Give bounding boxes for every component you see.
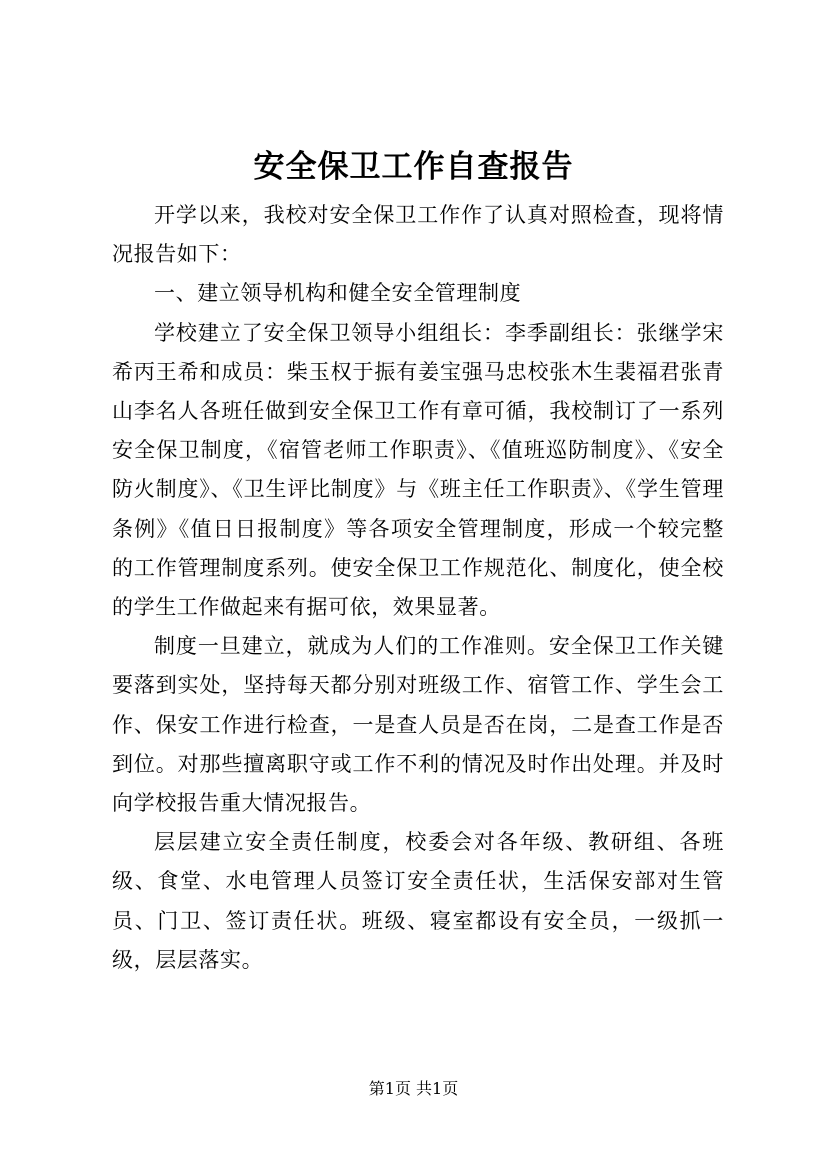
page-footer [0,1079,827,1099]
document-body [112,196,724,980]
intro-paragraph: 开学以来，我校对安全保卫工作作了认真对照检查，现将情况报告如下： [112,203,724,267]
body-paragraph: 学校建立了安全保卫领导小组组长：李季副组长：张继学宋希丙王希和成员：柴玉权于振有姜宝强马忠校张木生裴福君张青山李名人各班任做到安全保卫工作有章可循，我校制订了一系列安全保卫制度，《宿管老师工作职责》、《值班巡防制度》、《安全防火制度》、《卫生评比制度》与《班主任工作职责》、《学生管理条例》《值日日报制度》等各项安全管理制度，形成一个较完整的工作管理制度系列。使安全保卫工作规范化、制度化，使全校的学生工作做起来有据可依，效果显著。 [112,320,724,620]
page-number-label: 第1页 共1页 [368,1079,459,1098]
document-title: 安全保卫工作自查报告 [253,149,574,185]
body-paragraph: 制度一旦建立，就成为人们的工作准则。安全保卫工作关键要落到实处，坚持每天都分别对班级工作、宿管工作、学生会工作、保安工作进行检查，一是查人员是否在岗，二是查工作是否到位。对那些擅离职守或工作不利的情况及时作出处理。并及时向学校报告重大情况报告。 [112,634,724,816]
section-heading: 一、建立领导机构和健全安全管理制度 [154,281,522,306]
body-paragraph: 层层建立安全责任制度，校委会对各年级、教研组、各班级、食堂、水电管理人员签订安全责任状，生活保安部对生管员、门卫、签订责任状。班级、寝室都设有安全员，一级抓一级，层层落实。 [112,830,724,972]
